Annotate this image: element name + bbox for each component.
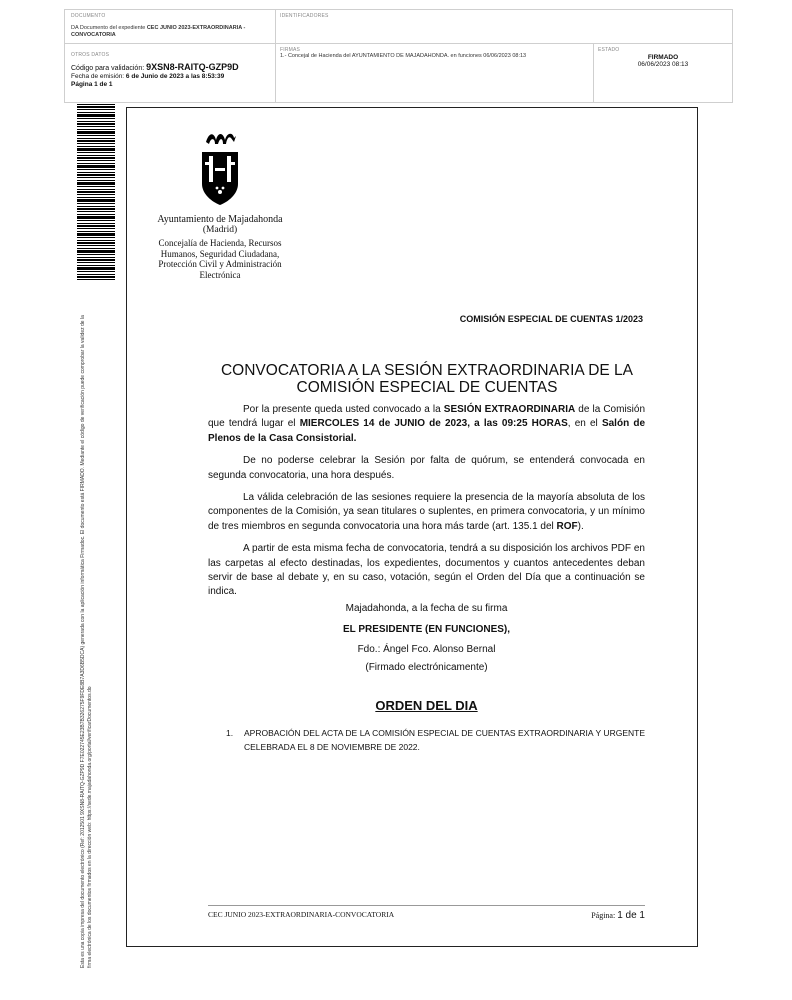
fecha-emision [71,73,269,80]
footer-page [591,910,645,921]
ayuntamiento-block [148,214,292,280]
p1-text-e: , en el [567,418,602,430]
orden-item-text: APROBACIÓN DEL ACTA DE LA COMISIÓN ESPECIAL DE CUENTAS EXTRAORDINARIA Y URGENTE CELEBRADA EL 8 DE NOVIEMBRE DE 2022. [244,728,645,752]
ayuntamiento-province: (Madrid) [202,225,238,235]
p1-bold-d: MIERCOLES 14 de JUNIO de 2023, a las 09:25 HORAS [299,418,568,430]
verification-side-text: Esta es una copia impresa del documento electrónico (Ref: 2012501 9XSN8-RAITQ-GZP9D F7E022745E23B7B326275F9FDE8B7A3D6B5DCA) generada con la aplicación informática Firmadoc. El documento está FIRMADO. Mediante el código de verificación puede comprobar la validez de la firma electrónica de los documentos firmados en la dirección web: https://sede.majadahonda.org/portal/verificarDocumentos.do [80,315,93,968]
concejalia-name: Concejalía de Hacienda, Recursos Humanos, Seguridad Ciudadana, Protección Civil y Administración Electrónica [158,238,282,280]
signature-place-date: Majadahonda, a la fecha de su firma [345,603,508,614]
p1-bold-f: Salón de Plenos de la Casa Consistorial. [208,418,646,444]
ayuntamiento-name: Ayuntamiento de Majadahonda [157,214,283,225]
documento-prefix: DA Documento del expediente [71,25,147,31]
documento-text [71,25,269,39]
identificadores-cell [276,10,732,44]
signature-name: Fdo.: Ángel Fco. Alonso Bernal [357,644,496,655]
title-line-1: CONVOCATORIA A LA SESIÓN EXTRAORDINARIA DE LA [220,362,634,379]
codigo-validacion [71,62,269,72]
estado-cell [594,44,732,102]
signature-note: (Firmado electrónicamente) [365,662,488,673]
p3-text-a: La válida celebración de las sesiones requiere la presencia de la mayoría absoluta de los componentes de la Comisión, ya sean titulares o suplentes, en primera convocatoria, y un mínimo de tres miembros en segunda convocatoria una hora más tarde (art. 135.1 del [208,492,645,532]
firmas-text: 1.- Concejal de Hacienda del AYUNTAMIENTO DE MAJADAHONDA. en funciones 06/06/2023 08:13 [280,53,527,59]
documento-cell [65,10,276,44]
firmas-label: FIRMAS [280,47,301,53]
paragraph-convocatoria [208,403,645,446]
footer-page-value: 1 de 1 [617,910,645,921]
paragraph-validez [208,491,645,534]
document-metadata-header [64,9,733,103]
title-line-2: COMISIÓN ESPECIAL DE CUENTAS [296,379,558,396]
document-body [208,403,645,608]
p3-bold-rof: ROF [556,520,578,532]
p1-text-a: Por la presente queda usted convocado a la [243,404,444,415]
fecha-value: 6 de Junio de 2023 a las 8:53:39 [125,73,225,80]
paragraph-quorum: De no poderse celebrar la Sesión por falta de quórum, se entenderá convocada en segunda convocatoria, una hora después. [208,455,645,481]
paragraph-documentacion: A partir de esta misma fecha de convocatoria, tendrá a su disposición los archivos PDF en las carpetas al efecto destinadas, los expedientes, documentos y cuantos antecedentes deban servir de base al debate y, en su caso, votación, según el Orden del Día que a continuación se indica. [208,543,645,598]
orden-item [226,726,645,754]
identificadores-label: IDENTIFICADORES [280,13,329,19]
otros-datos-label: OTROS DATOS [71,52,110,58]
documento-label: DOCUMENTO [71,13,106,19]
estado-label: ESTADO [598,47,620,53]
documento-bold: CEC JUNIO 2023-EXTRAORDINARIA -CONVOCATORIA [71,25,246,38]
footer-document-id: CEC JUNIO 2023-EXTRAORDINARIA-CONVOCATORIA [208,910,395,919]
pagina-info: Página 1 de 1 [71,81,113,88]
p1-bold-b: SESIÓN EXTRAORDINARIA [443,404,576,415]
orden-del-dia-title: ORDEN DEL DIA [375,698,478,713]
majadahonda-coat-of-arms-icon [200,128,240,206]
fecha-label: Fecha de emisión: [71,73,126,80]
document-title [209,362,645,396]
signature-role: EL PRESIDENTE (EN FUNCIONES), [342,624,511,635]
barcode [77,104,115,282]
otros-datos-cell [65,44,276,102]
comision-reference: COMISIÓN ESPECIAL DE CUENTAS 1/2023 [459,314,643,324]
codigo-value: 9XSN8-RAITQ-GZP9D [146,62,239,72]
codigo-label: Código para validación: [71,65,147,72]
p1-text-c: de la Comisión que tendrá lugar el [208,404,646,430]
footer-page-label: Página: [591,911,618,920]
page-footer [208,905,645,919]
estado-value: FIRMADO [647,54,679,61]
firmas-cell [276,44,594,102]
estado-date: 06/06/2023 08:13 [637,61,689,68]
p3-text-c: ). [577,520,584,532]
orden-item-number: 1. [226,728,234,738]
